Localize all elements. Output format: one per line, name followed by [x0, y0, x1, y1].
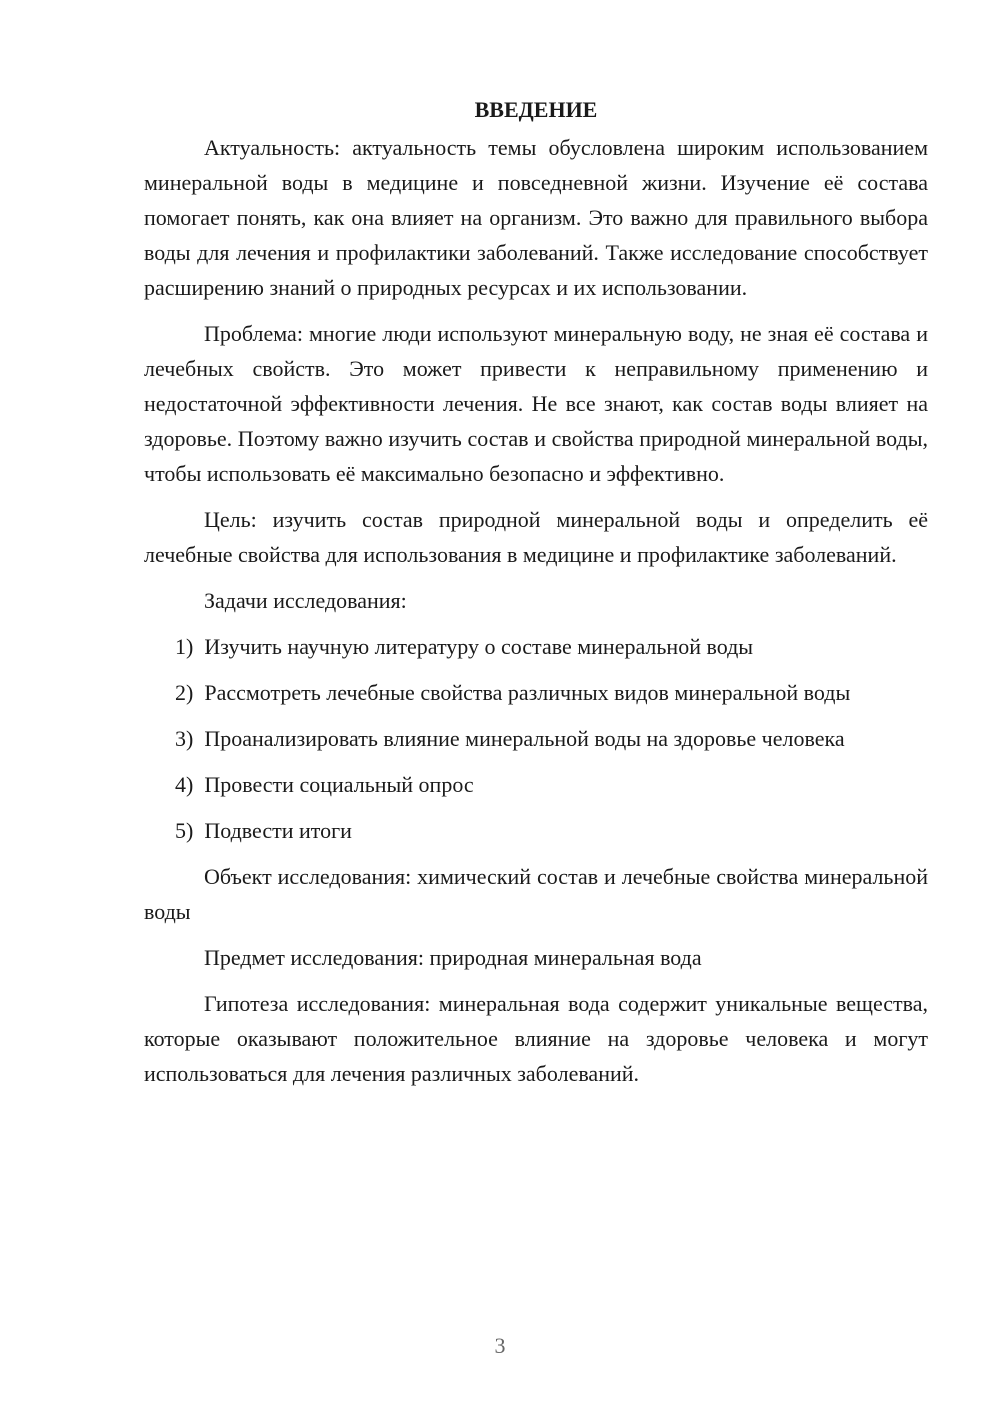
task-number: 4) — [175, 772, 194, 797]
tasks-heading: Задачи исследования: — [204, 588, 407, 613]
goal-paragraph: Цель: изучить состав природной минеральной воды и определить её лечебные свойства для использования в медицине и профилактике заболеваний. — [144, 507, 928, 567]
tasks-list — [144, 629, 928, 848]
task-text: Изучить научную литературу о составе минеральной воды — [204, 634, 754, 659]
object-paragraph: Объект исследования: химический состав и лечебные свойства минеральной воды — [144, 864, 928, 924]
hypothesis-paragraph: Гипотеза исследования: минеральная вода содержит уникальные вещества, которые оказывают положительное влияние на здоровье человека и могут использоваться для лечения различных заболеваний. — [144, 991, 928, 1086]
subject-paragraph: Предмет исследования: природная минеральная вода — [204, 945, 702, 970]
task-text: Подвести итоги — [204, 818, 352, 843]
relevance-paragraph: Актуальность: актуальность темы обусловлена широким использованием минеральной воды в медицине и повседневной жизни. Изучение её состава помогает понять, как она влияет на организм. Это важно для правильного выбора воды для лечения и профилактики заболеваний. Также исследование способствует расширению знаний о природных ресурсах и их использовании. — [144, 135, 928, 300]
problem-paragraph: Проблема: многие люди используют минеральную воду, не зная её состава и лечебных свойств. Это может привести к неправильному применению и недостаточной эффективности лечения. Не все знают, как состав воды влияет на здоровье. Поэтому важно изучить состав и свойства природной минеральной воды, чтобы использовать её максимально безопасно и эффективно. — [144, 321, 928, 486]
task-text: Проанализировать влияние минеральной воды на здоровье человека — [204, 726, 845, 751]
task-number: 5) — [175, 818, 194, 843]
task-text: Провести социальный опрос — [204, 772, 474, 797]
page-number: 3 — [494, 1333, 506, 1358]
task-item — [144, 813, 928, 848]
task-number: 1) — [175, 634, 194, 659]
task-number: 3) — [175, 726, 194, 751]
task-text: Рассмотреть лечебные свойства различных видов минеральной воды — [204, 680, 851, 705]
task-item — [144, 767, 928, 802]
task-item — [144, 675, 928, 710]
section-title: ВВЕДЕНИЕ — [474, 97, 598, 122]
task-item — [144, 721, 928, 756]
task-number: 2) — [175, 680, 194, 705]
task-item — [144, 629, 928, 664]
page-content — [144, 92, 928, 1102]
